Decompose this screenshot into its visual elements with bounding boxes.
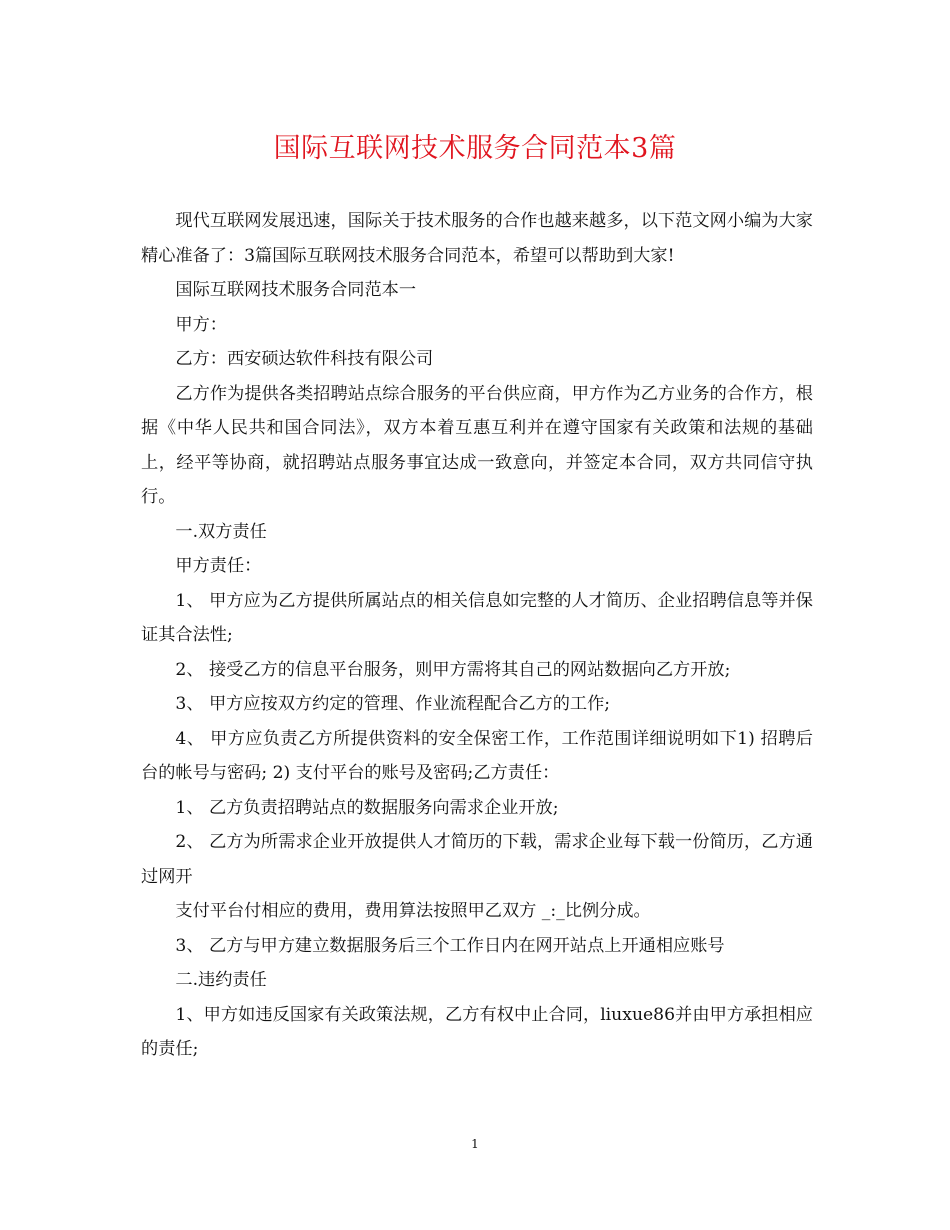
paragraph-heading-breach: 二.违约责任 — [175, 970, 267, 990]
paragraph-party-a: 甲方： — [175, 314, 227, 335]
paragraph-intro: 现代互联网发展迅速，国际关于技术服务的合作也越来越多，以下范文网小编为大家精心准备了：3篇国际互联网技术服务合同范本，希望可以帮助到大家! — [141, 211, 813, 266]
paragraph-heading-responsibilities: 一.双方责任 — [175, 521, 267, 542]
paragraph-item-b2-cont: 支付平台付相应的费用，费用算法按照甲乙双方 _:_比例分成。 — [175, 901, 651, 921]
document-body — [141, 204, 813, 1067]
paragraph-item-a3: 3、 甲方应按双方约定的管理、作业流程配合乙方的工作; — [175, 694, 611, 714]
paragraph-item-a4: 4、 甲方应负责乙方所提供资料的安全保密工作，工作范围详细说明如下1) 招聘后台的帐号与密码; 2) 支付平台的账号及密码;乙方责任： — [141, 728, 813, 783]
paragraph-party-b: 乙方：西安硕达软件科技有限公司 — [175, 349, 434, 369]
paragraph-item-b2: 2、 乙方为所需求企业开放提供人才简历的下载，需求企业每下载一份简历，乙方通过网开 — [141, 832, 813, 887]
paragraph-section-heading: 国际互联网技术服务合同范本一 — [175, 280, 417, 300]
paragraph-party-a-responsibilities: 甲方责任： — [175, 556, 262, 576]
paragraph-breach-1: 1、甲方如违反国家有关政策法规，乙方有权中止合同，liuxue86并由甲方承担相应的责任; — [141, 1004, 813, 1059]
paragraph-item-b1: 1、 乙方负责招聘站点的数据服务向需求企业开放; — [175, 797, 559, 818]
page-number: 1 — [471, 1137, 479, 1151]
paragraph-preamble: 乙方作为提供各类招聘站点综合服务的平台供应商，甲方作为乙方业务的合作方，根据《中华人民共和国合同法》，双方本着互惠互利并在遵守国家有关政策和法规的基础上，经平等协商，就招聘站点服务事宜达成一致意向，并签定本合同，双方共同信守执行。 — [141, 383, 813, 507]
paragraph-item-a2: 2、 接受乙方的信息平台服务，则甲方需将其自己的网站数据向乙方开放; — [175, 659, 731, 680]
paragraph-item-b3: 3、 乙方与甲方建立数据服务后三个工作日内在网开站点上开通相应账号 — [175, 935, 725, 956]
document-title: 国际互联网技术服务合同范本3篇 — [273, 133, 677, 164]
paragraph-item-a1: 1、 甲方应为乙方提供所属站点的相关信息如完整的人才简历、企业招聘信息等并保证其合法性; — [141, 590, 813, 645]
